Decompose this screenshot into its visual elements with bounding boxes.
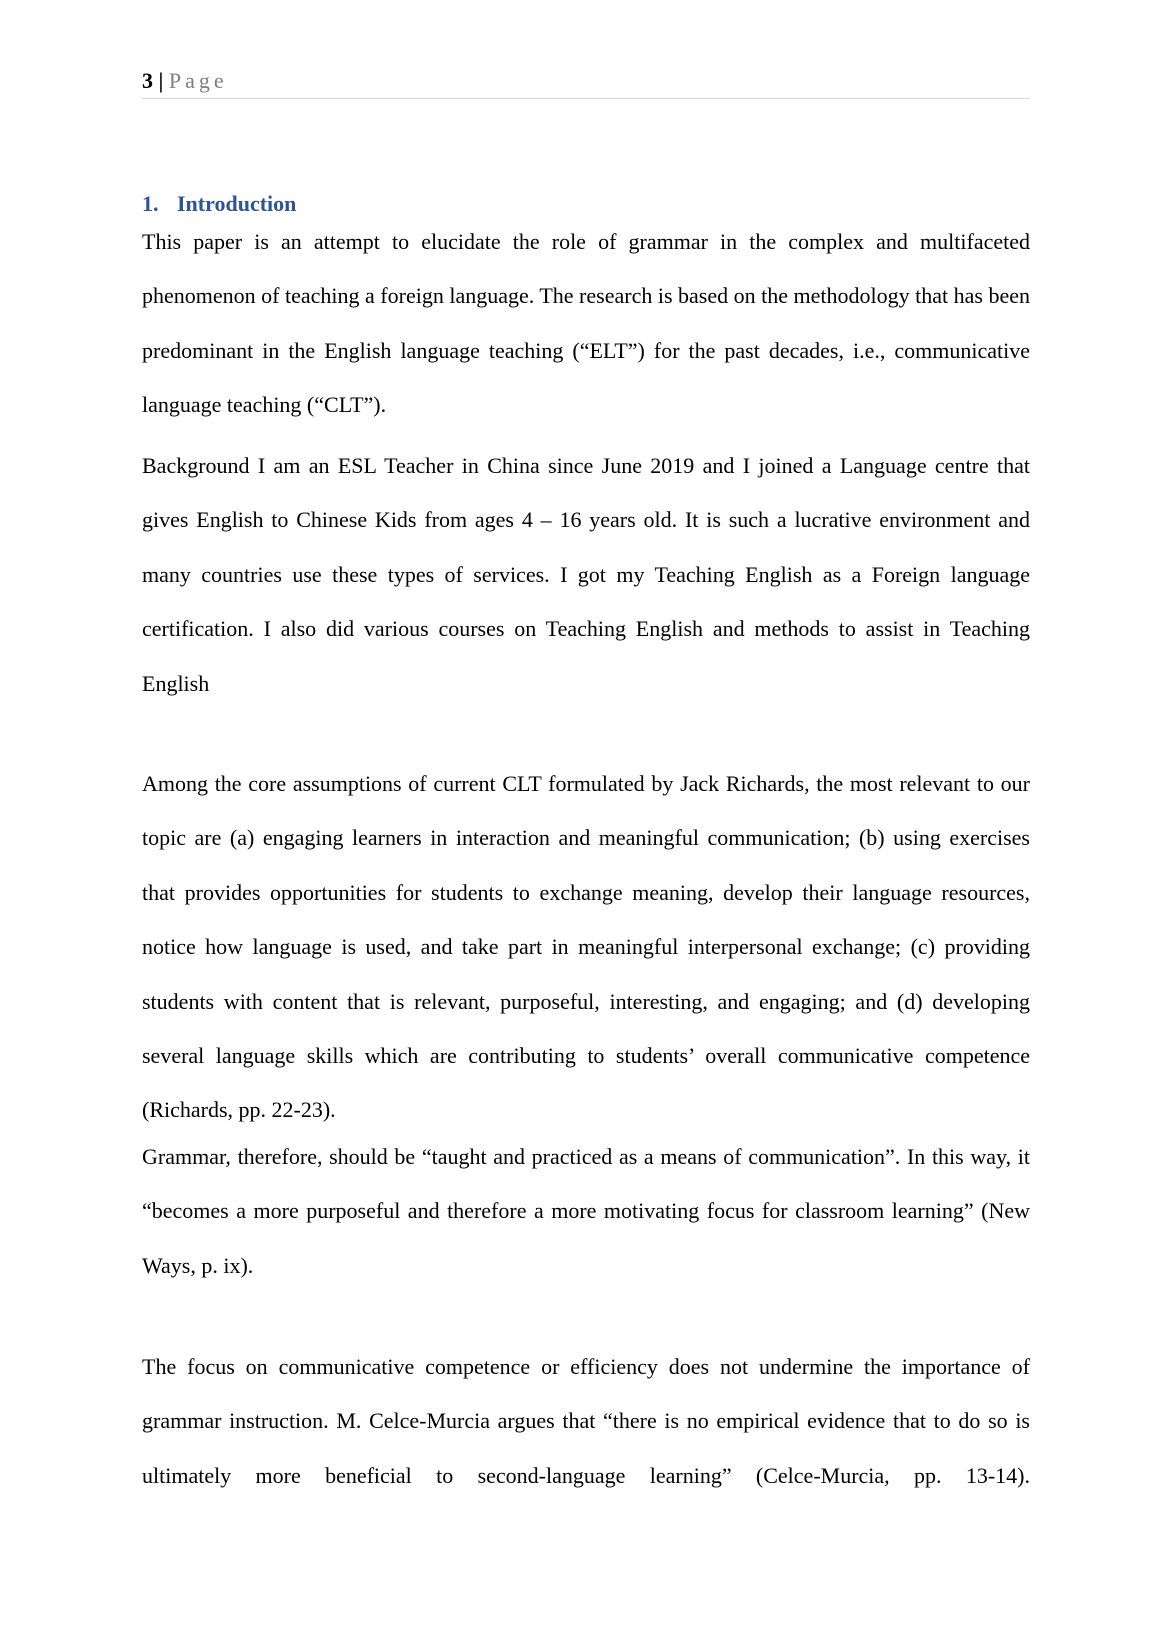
page-label: Page bbox=[168, 68, 228, 93]
page-header bbox=[142, 64, 1030, 99]
section-number: 1. bbox=[142, 191, 159, 216]
header-separator: | bbox=[158, 68, 164, 93]
page-number: 3 bbox=[142, 68, 153, 93]
paragraph-background: Background I am an ESL Teacher in China since June 2019 and I joined a Language centre that gives English to Chinese Kids from ages 4 – 16 years old. It is such a lucrative environment and many countries use these types of services. I got my Teaching English as a Foreign language certification. I also did various courses on Teaching English and methods to assist in Teaching English bbox=[142, 453, 1030, 696]
paragraph-grammar-instruction: The focus on communicative competence or efficiency does not undermine the importance of grammar instruction. M. Celce-Murcia argues that “there is no empirical evidence that to do so is ultimately more beneficial to second-language learning” (Celce-Murcia, pp. 13-14). bbox=[142, 1354, 1030, 1488]
paragraph-clt-assumptions: Among the core assumptions of current CLT formulated by Jack Richards, the most relevant to our topic are (a) engaging learners in interaction and meaningful communication; (b) using exercises that provides opportunities for students to exchange meaning, develop their language resources, notice how language is used, and take part in meaningful interpersonal exchange; (c) providing students with content that is relevant, purposeful, interesting, and engaging; and (d) developing several language skills which are contributing to students’ overall communicative competence (Richards, pp. 22-23). bbox=[142, 771, 1030, 1123]
section-title: Introduction bbox=[177, 191, 297, 216]
paragraph-grammar-communication: Grammar, therefore, should be “taught and practiced as a means of communication”. In this way, it “becomes a more purposeful and therefore a more motivating focus for classroom learning” (New Ways, p. ix). bbox=[142, 1144, 1030, 1278]
paragraph-intro: This paper is an attempt to elucidate the role of grammar in the complex and multifaceted phenomenon of teaching a foreign language. The research is based on the methodology that has been predominant in the English language teaching (“ELT”) for the past decades, i.e., communicative language teaching (“CLT”). bbox=[142, 229, 1030, 418]
